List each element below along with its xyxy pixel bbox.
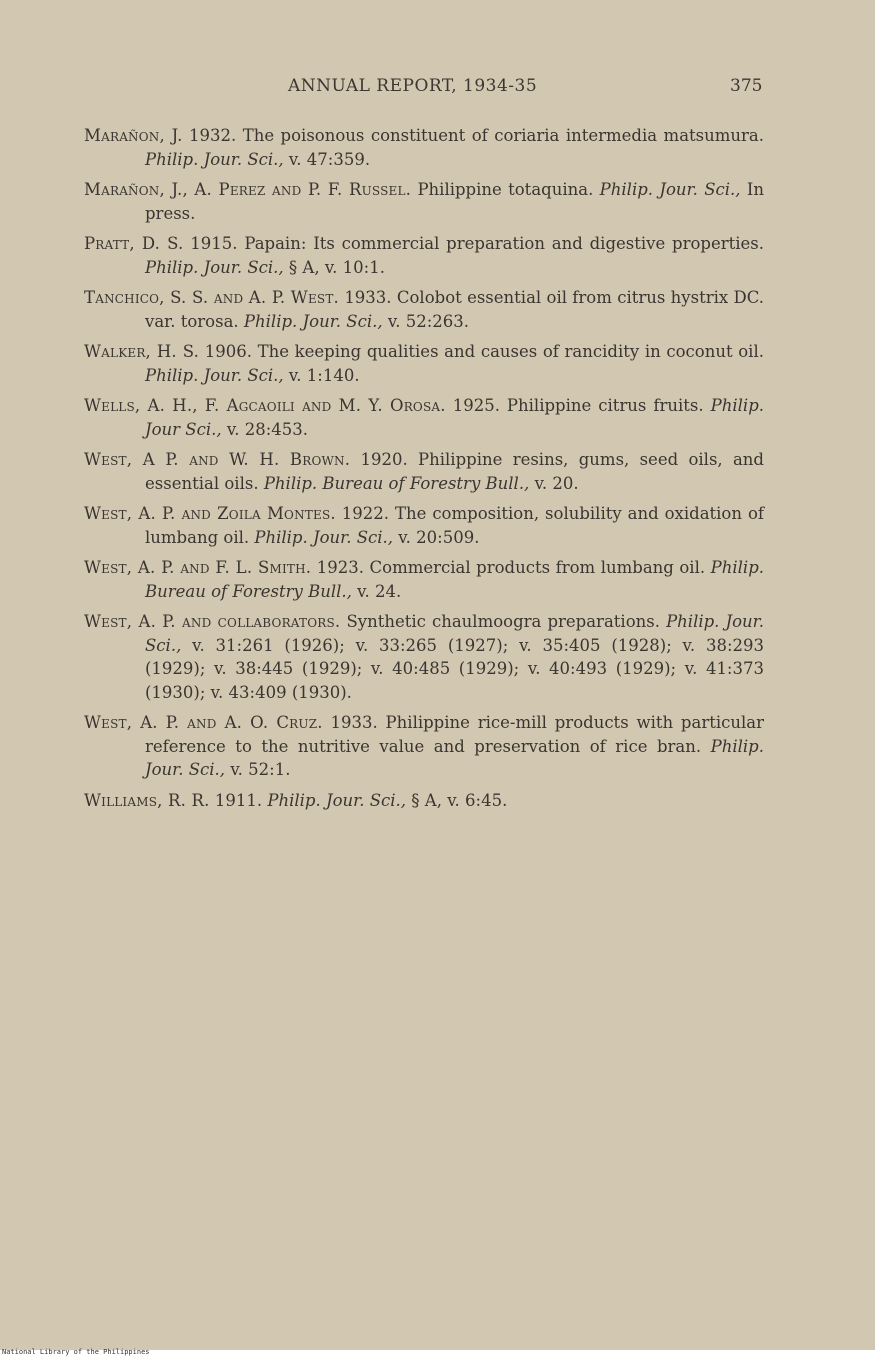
- reference-title: 1925. Philippine citrus fruits.: [452, 396, 704, 415]
- reference-title: 1932. The poisonous constituent of coriaria intermedia matsumura.: [189, 126, 765, 145]
- reference-journal: Philip. Jour. Sci.,: [243, 311, 383, 331]
- reference-entry: [84, 789, 764, 813]
- reference-journal: Philip. Jour. Sci.,: [599, 180, 741, 199]
- reference-journal: Philip. Jour Sci.,: [145, 396, 765, 439]
- reference-title: 1933. Colobot essential oil from citrus hystrix DC. var. torosa.: [145, 288, 764, 331]
- reference-authors: Marañon, J., A. Perez and P. F. Russel.: [84, 180, 412, 199]
- reference-citation: v. 20:509.: [398, 527, 480, 547]
- reference-title: 1923. Commercial products from lumbang oil.: [316, 558, 706, 577]
- reference-citation: v. 24.: [357, 581, 402, 601]
- reference-citation: v. 47:359.: [288, 149, 371, 169]
- reference-journal: Philip. Bureau of Forestry Bull.,: [263, 473, 530, 493]
- reference-citation: v. 52:1.: [230, 760, 291, 779]
- reference-entry: [84, 340, 764, 387]
- reference-journal: Philip. Jour. Sci.,: [145, 365, 284, 385]
- reference-citation: v. 20.: [534, 473, 579, 493]
- reference-title: 1922. The composition, solubility and oxidation of lumbang oil.: [145, 504, 764, 547]
- reference-title: 1933. Philippine rice-mill products with particular reference to the nutritive value and preservation of rice bran.: [145, 713, 764, 756]
- reference-journal: Philip. Jour. Sci.,: [145, 257, 284, 277]
- reference-journal: Philip. Jour. Sci.,: [145, 612, 765, 655]
- reference-entry: [84, 711, 764, 782]
- reference-journal: Philip. Jour. Sci.,: [267, 790, 407, 810]
- reference-journal: Philip. Jour. Sci.,: [145, 736, 764, 779]
- reference-citation: § A, v. 10:1.: [288, 257, 385, 277]
- reference-entry: [84, 286, 764, 333]
- reference-journal: Philip. Jour. Sci.,: [145, 149, 284, 169]
- reference-authors: Tanchico, S. S. and A. P. West.: [84, 288, 339, 307]
- reference-citation: In press.: [145, 180, 765, 223]
- reference-journal: Philip. Bureau of Forestry Bull.,: [145, 558, 765, 601]
- reference-entry: [84, 394, 764, 441]
- reference-authors: West, A P. and W. H. Brown.: [84, 450, 351, 469]
- reference-authors: Williams, R. R.: [84, 790, 210, 810]
- reference-authors: West, A. P. and A. O. Cruz.: [84, 713, 323, 732]
- reference-title: Synthetic chaulmoogra preparations.: [346, 612, 660, 631]
- reference-title: 1920. Philippine resins, gums, seed oils, and essential oils.: [145, 450, 764, 493]
- reference-authors: West, A. P. and Zoila Montes.: [84, 504, 336, 523]
- reference-entry: [84, 610, 764, 704]
- reference-citation: v. 28:453.: [226, 419, 309, 439]
- reference-entry: [84, 502, 764, 549]
- page-header: [0, 76, 875, 98]
- reference-entry: [84, 124, 764, 171]
- reference-entry: [84, 178, 764, 225]
- reference-list: [84, 124, 764, 819]
- reference-title: 1915. Papain: Its commercial preparation and digestive properties.: [190, 234, 765, 253]
- reference-entry: [84, 232, 764, 279]
- reference-authors: West, A. P. and collaborators.: [84, 612, 341, 631]
- reference-authors: West, A. P. and F. L. Smith.: [84, 558, 312, 577]
- page-number: 375: [730, 76, 763, 96]
- running-title: ANNUAL REPORT, 1934-35: [288, 76, 538, 96]
- reference-citation: v. 52:263.: [387, 311, 469, 331]
- reference-citation: v. 1:140.: [288, 365, 360, 385]
- reference-title: 1906. The keeping qualities and causes of rancidity in coconut oil.: [204, 342, 764, 361]
- reference-authors: Marañon, J.: [84, 126, 183, 145]
- reference-journal: Philip. Jour. Sci.,: [254, 527, 394, 547]
- reference-title: Philippine totaquina.: [417, 180, 594, 199]
- reference-citation: v. 31:261 (1926); v. 33:265 (1927); v. 35:405 (1928); v. 38:293 (1929); v. 38:445 (1929); v. 40:485 (1929); v. 40:493 (1929); v. 41:373 (1930); v. 43:409 (1930).: [145, 635, 765, 702]
- reference-entry: [84, 448, 764, 495]
- reference-entry: [84, 556, 764, 603]
- reference-authors: Pratt, D. S.: [84, 234, 184, 253]
- reference-citation: § A, v. 6:45.: [411, 790, 508, 810]
- scan-footer: [0, 1350, 875, 1358]
- library-credit: National Library of the Philippines: [2, 1348, 150, 1356]
- reference-authors: Wells, A. H., F. Agcaoili and M. Y. Orosa.: [84, 396, 446, 415]
- reference-authors: Walker, H. S.: [84, 342, 200, 361]
- reference-title: 1911.: [214, 790, 263, 810]
